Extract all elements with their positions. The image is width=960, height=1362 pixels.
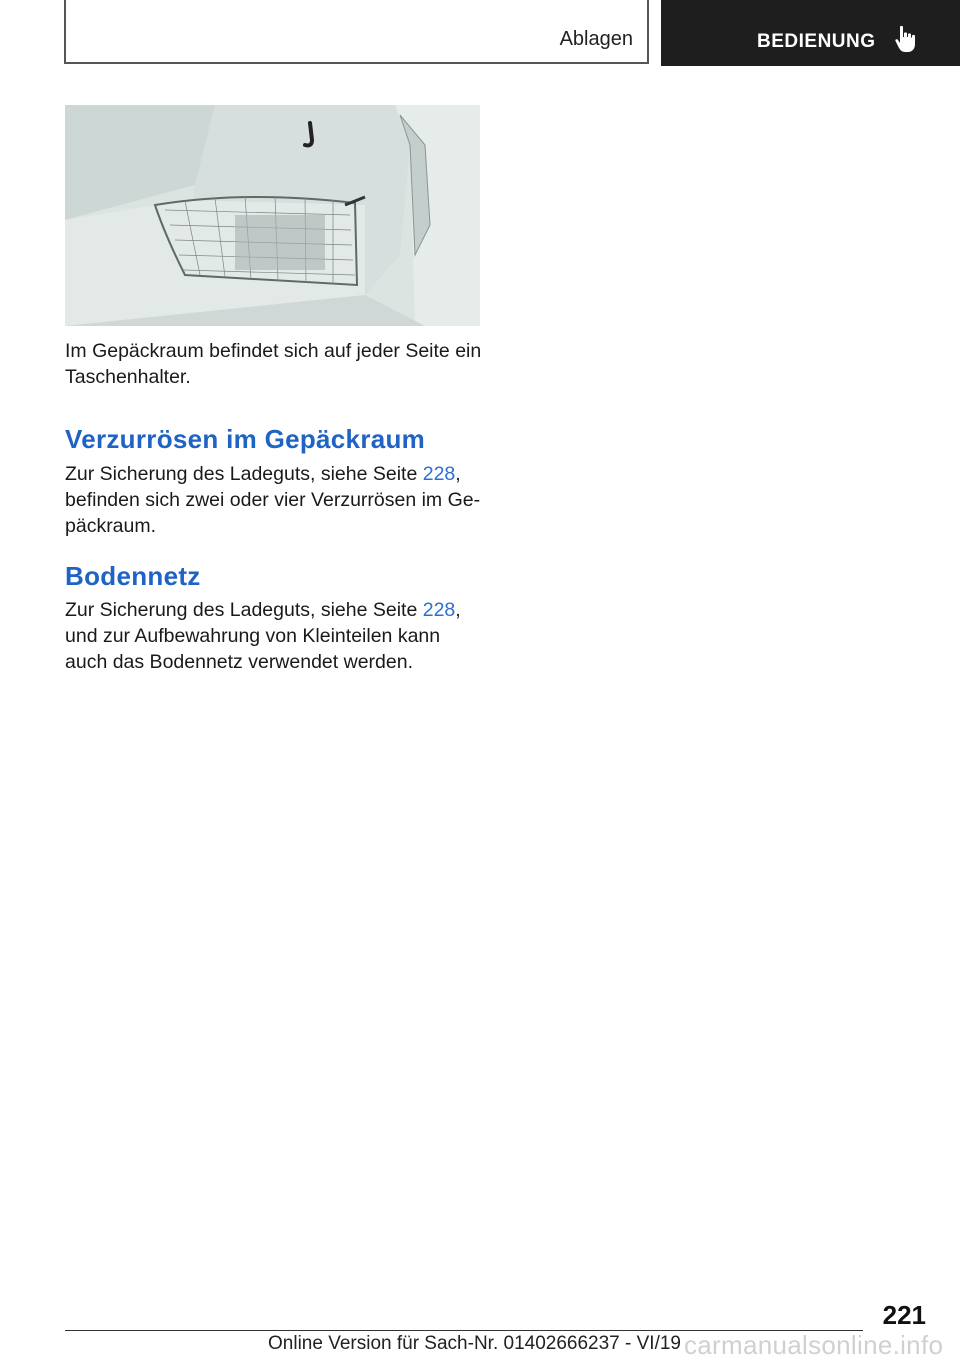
header-section-title: Ablagen: [559, 28, 633, 50]
section-paragraph-lashing-eyes: [65, 461, 485, 539]
pointing-hand-icon: [894, 24, 920, 54]
page-link-228[interactable]: 228: [422, 463, 456, 485]
page-link-228[interactable]: 228: [422, 599, 456, 621]
footer-online-version: Online Version für Sach-Nr. 01402666237 - VI/19: [268, 1333, 681, 1354]
header-section-tab: [64, 0, 649, 64]
luggage-compartment-illustration: [65, 105, 480, 326]
section-paragraph-floor-net: [65, 597, 485, 675]
paragraph-text: Zur Sicherung des Ladeguts, siehe Seite: [65, 463, 423, 485]
section-heading-lashing-eyes: Verzurrösen im Gepäckraum: [65, 424, 426, 454]
header-chapter-tab: [661, 0, 960, 66]
intro-paragraph: Im Gepäckraum befindet sich auf jeder Seite ein Taschenhalter.: [65, 340, 482, 388]
watermark: carmanualsonline.info: [684, 1330, 944, 1360]
page-number: 221: [882, 1300, 926, 1330]
paragraph-text: Zur Sicherung des Ladeguts, siehe Seite: [65, 599, 423, 621]
section-heading-floor-net: Bodennetz: [65, 561, 201, 591]
paragraph-text: , befinden sich zwei oder vier Verzurrösen im Ge-päckraum.: [65, 463, 481, 537]
header-chapter-title: BEDIENUNG: [757, 31, 876, 52]
paragraph-text: , und zur Aufbewahrung von Kleinteilen kann auch das Bodennetz verwendet werden.: [65, 599, 461, 673]
